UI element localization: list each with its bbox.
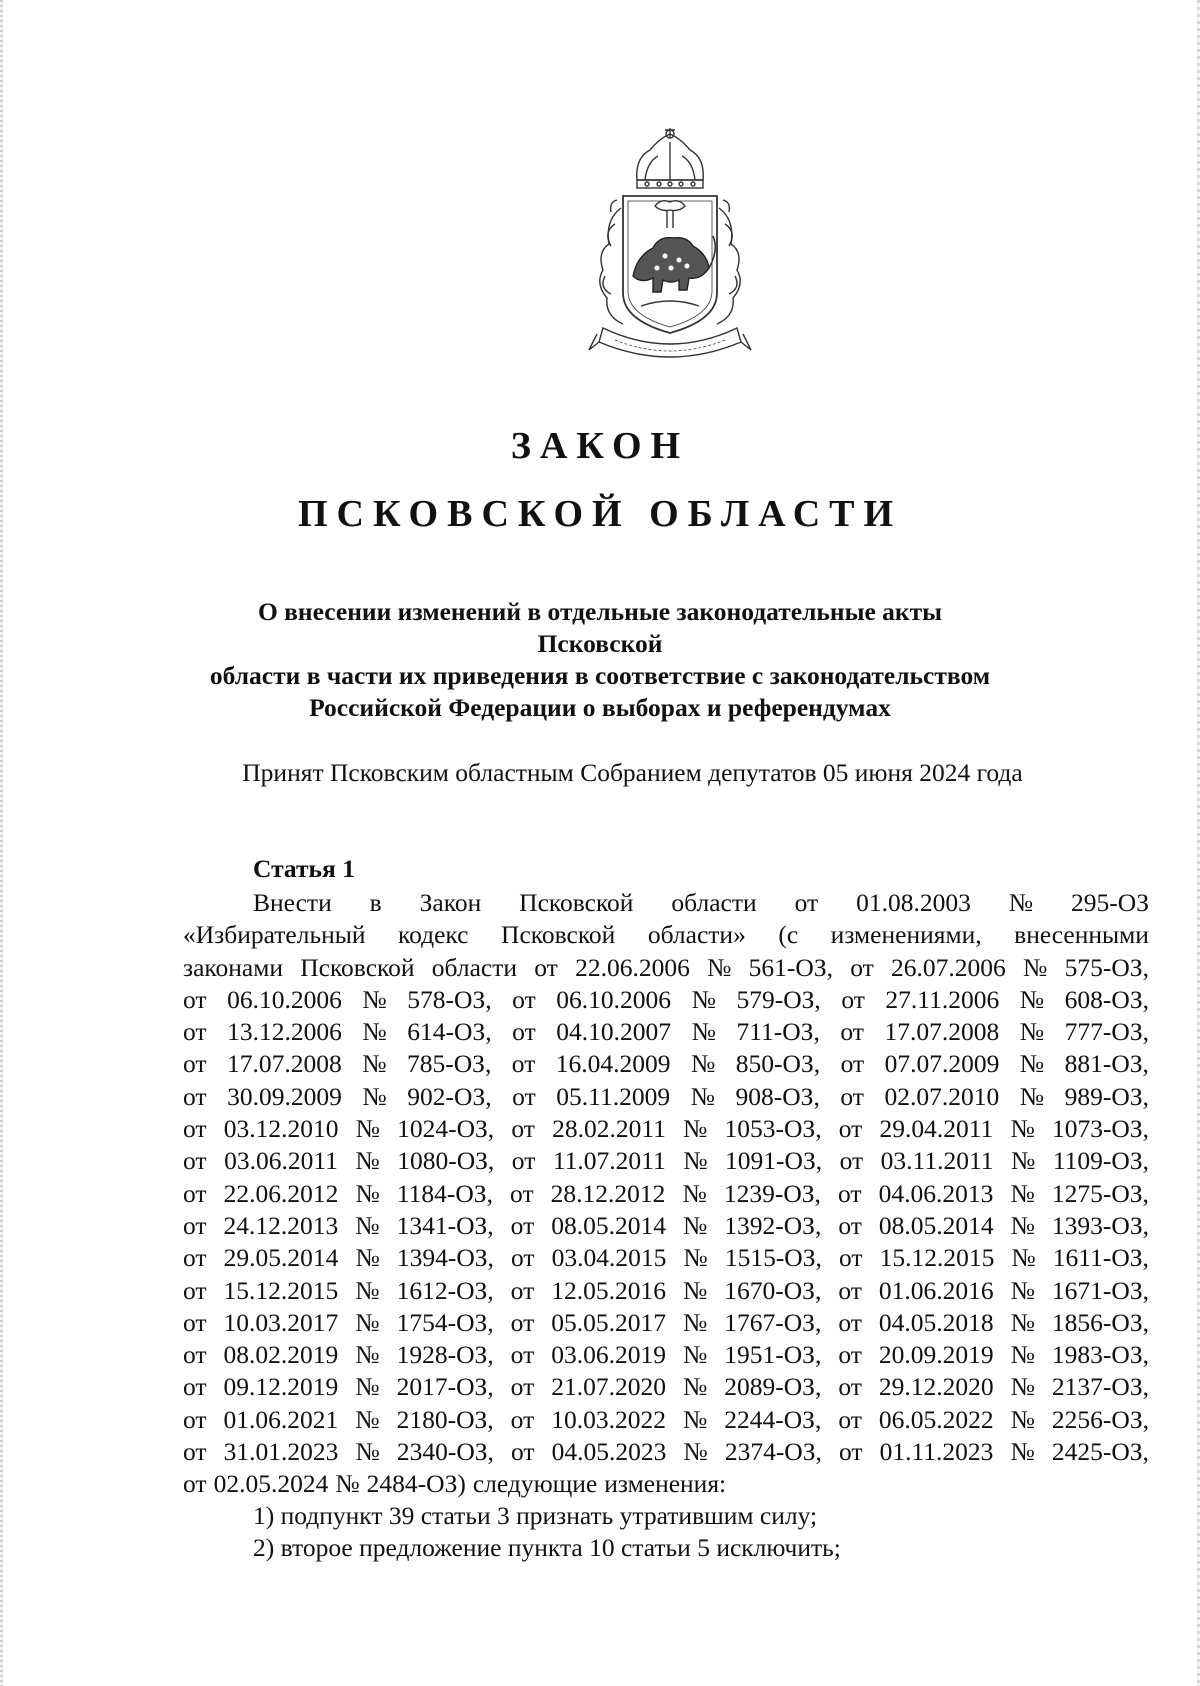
article-word: № — [1010, 1114, 1035, 1144]
article-word: в — [369, 888, 382, 917]
article-body — [183, 887, 1149, 1501]
article-word: № — [682, 1210, 708, 1240]
article-word: 1983-ОЗ, — [1051, 1340, 1149, 1370]
article-word: изменениями, — [830, 920, 982, 950]
law-subject-line: Российской Федерации о выборах и референдумах — [309, 693, 891, 722]
article-word: 10.03.2022 — [551, 1404, 666, 1434]
article-word: 11.07.2011 — [552, 1146, 666, 1176]
article-word: (с — [778, 920, 799, 950]
article-word: 03.06.2019 — [551, 1340, 666, 1370]
article-word: № — [1010, 1178, 1035, 1208]
article-word: от — [838, 1307, 862, 1337]
article-body-line — [183, 1242, 1149, 1274]
article-word: от — [840, 1081, 864, 1111]
article-word: 03.04.2015 — [551, 1243, 667, 1273]
article-word: от — [838, 1437, 863, 1467]
article-word: от — [510, 1307, 535, 1337]
article-word: № — [682, 1275, 708, 1305]
article-word: 902-ОЗ, — [407, 1081, 492, 1111]
article-word: № — [691, 1017, 716, 1047]
article-word: 29.12.2020 — [878, 1372, 994, 1402]
article-word: № — [682, 1307, 708, 1337]
article-word: № — [1010, 1307, 1035, 1337]
article-word: от — [512, 1081, 536, 1111]
article-word: 561-ОЗ, — [748, 952, 833, 982]
article-word: 1091-ОЗ, — [725, 1146, 823, 1176]
article-word: № — [355, 1243, 380, 1273]
law-subject-line: области в части их приведения в соответствие с законодательством — [209, 661, 991, 690]
article-word: 26.07.2006 — [891, 952, 1006, 982]
article-word: № — [1011, 1243, 1036, 1273]
article-word: 1394-ОЗ, — [396, 1243, 494, 1273]
article-word: № — [1023, 952, 1048, 982]
article-word: 1109-ОЗ, — [1052, 1146, 1149, 1176]
article-word: внесенными — [1014, 920, 1149, 950]
article-word: от — [838, 1178, 862, 1208]
article-word: 578-ОЗ, — [407, 984, 492, 1014]
article-word: от — [512, 984, 536, 1014]
article-word: 12.05.2016 — [551, 1275, 666, 1305]
article-word: 881-ОЗ, — [1064, 1049, 1149, 1079]
article-word: 29.04.2011 — [879, 1114, 994, 1144]
article-word: № — [362, 1049, 387, 1079]
article-word: 1611-ОЗ, — [1052, 1243, 1149, 1273]
article-word: 1080-ОЗ, — [397, 1146, 495, 1176]
article-word: 04.05.2018 — [878, 1307, 994, 1337]
article-word: Внести — [253, 888, 332, 917]
article-word: 03.11.2011 — [880, 1146, 994, 1176]
article-word: № — [1010, 1437, 1035, 1467]
article-word: «Избирательный — [183, 920, 366, 950]
article-word: 20.09.2019 — [878, 1340, 994, 1370]
article-word: № — [683, 1146, 708, 1176]
article-word: 03.06.2011 — [224, 1146, 338, 1176]
article-word: от — [838, 1114, 863, 1144]
article-word: № — [683, 1243, 708, 1273]
article-word: 27.11.2006 — [885, 984, 1000, 1014]
article-word: 579-ОЗ, — [736, 984, 821, 1014]
article-word: Псковской — [501, 920, 616, 950]
article-word: от — [510, 1372, 535, 1402]
article-word: 2137-ОЗ, — [1051, 1372, 1149, 1402]
article-word: 777-ОЗ, — [1064, 1017, 1149, 1047]
article-word: 2180-ОЗ, — [396, 1404, 494, 1434]
article-word: 21.07.2020 — [551, 1372, 666, 1402]
article-word: 2425-ОЗ, — [1051, 1437, 1149, 1467]
article-heading: Статья 1 — [253, 854, 355, 883]
article-word: 09.12.2019 — [223, 1372, 339, 1402]
article-word: области — [671, 888, 757, 917]
article-word: от — [183, 1243, 207, 1273]
article-word: 10.03.2017 — [223, 1307, 339, 1337]
article-word: 05.05.2017 — [551, 1307, 666, 1337]
article-word: от — [510, 1437, 535, 1467]
article-body-line — [183, 1048, 1149, 1080]
article-word: 1856-ОЗ, — [1051, 1307, 1149, 1337]
article-word: 04.06.2013 — [878, 1178, 994, 1208]
article-word: от — [794, 888, 819, 917]
article-body-line — [183, 984, 1149, 1016]
article-body-line — [183, 1113, 1149, 1145]
article-word: 22.06.2012 — [223, 1178, 339, 1208]
article-word: 28.02.2011 — [552, 1114, 666, 1144]
article-word: от — [183, 1081, 207, 1111]
article-word: 1671-ОЗ, — [1051, 1275, 1149, 1305]
article-word: от — [839, 1146, 864, 1176]
article-word: № — [1019, 1049, 1045, 1079]
article-word: № — [683, 1437, 708, 1467]
article-word: от — [183, 1404, 207, 1434]
article-word: 711-ОЗ, — [736, 1017, 820, 1047]
article-word: от — [183, 1049, 207, 1079]
article-word: от — [850, 952, 874, 982]
article-word: 2256-ОЗ, — [1051, 1404, 1149, 1434]
article-word: 17.07.2008 — [227, 1049, 342, 1079]
article-body-line — [183, 1339, 1149, 1371]
article-word: 31.01.2023 — [223, 1437, 339, 1467]
article-word: 614-ОЗ, — [407, 1017, 492, 1047]
article-word: 1184-ОЗ, — [396, 1178, 493, 1208]
article-word: 295-ОЗ — [1071, 888, 1149, 917]
article-word: от — [183, 1372, 207, 1402]
article-word: от — [183, 1146, 207, 1176]
article-word: от — [534, 952, 558, 982]
article-word: 06.10.2006 — [227, 984, 342, 1014]
article-word: от — [511, 1114, 535, 1144]
coat-of-arms-emblem — [575, 128, 765, 368]
article-word: № — [1008, 888, 1034, 917]
article-body-line — [183, 1371, 1149, 1403]
article-word: № — [355, 1372, 380, 1402]
article-body-line — [183, 952, 1149, 984]
article-body-line — [183, 1436, 1149, 1468]
article-word: от — [838, 1340, 862, 1370]
article-word: от — [183, 1437, 207, 1467]
article-word: № — [1010, 1372, 1035, 1402]
article-word: № — [691, 984, 716, 1014]
article-word: № — [1010, 1404, 1035, 1434]
article-word: 01.11.2023 — [879, 1437, 994, 1467]
region-title: ПСКОВСКОЙ ОБЛАСТИ — [297, 493, 903, 535]
article-word: Закон — [419, 888, 482, 917]
article-word: 17.07.2008 — [884, 1017, 1000, 1047]
article-word: 1024-ОЗ, — [397, 1114, 495, 1144]
article-word: 15.12.2015 — [223, 1275, 339, 1305]
article-word: № — [355, 1210, 380, 1240]
article-word: 2017-ОЗ, — [396, 1372, 494, 1402]
article-word: от — [838, 1404, 862, 1434]
article-word: № — [362, 1081, 387, 1111]
article-word: следующие — [472, 1469, 598, 1499]
article-word: 16.04.2009 — [555, 1049, 671, 1079]
article-word: области — [431, 952, 518, 982]
article-word: 15.12.2015 — [879, 1243, 995, 1273]
article-word: кодекс — [398, 920, 469, 950]
scan-edge-left — [0, 0, 3, 1686]
article-body-line — [183, 1307, 1149, 1339]
article-word: № — [355, 1404, 380, 1434]
article-body-line — [183, 1468, 1149, 1500]
article-word: от — [511, 1146, 536, 1176]
article-word: № — [691, 1049, 716, 1079]
article-word: № — [362, 984, 387, 1014]
article-word: 785-ОЗ, — [407, 1049, 492, 1079]
article-word: № — [1010, 1340, 1035, 1370]
amendment-item: 2) второе предложение пункта 10 статьи 5 исключить; — [253, 1533, 841, 1562]
article-word: от — [183, 1340, 207, 1370]
article-word: 01.06.2016 — [878, 1275, 994, 1305]
article-word: от — [838, 1372, 862, 1402]
article-word: 1275-ОЗ, — [1051, 1178, 1149, 1208]
article-word: 06.10.2006 — [556, 984, 672, 1014]
article-body-line — [183, 887, 1149, 919]
article-word: 1928-ОЗ, — [396, 1340, 494, 1370]
article-word: Псковской — [519, 888, 634, 917]
article-body-line — [183, 1404, 1149, 1436]
article-body-line — [183, 1178, 1149, 1210]
article-word: 1053-ОЗ, — [724, 1114, 822, 1144]
article-word: 2340-ОЗ, — [396, 1437, 494, 1467]
article-word: № — [1019, 984, 1045, 1014]
article-word: 08.02.2019 — [223, 1340, 339, 1370]
article-word: № — [682, 1372, 708, 1402]
article-body-line — [183, 1016, 1149, 1048]
article-word: № — [355, 1340, 380, 1370]
article-word: № — [1019, 1017, 1045, 1047]
article-word: от — [510, 1275, 535, 1305]
article-word: № — [1019, 1081, 1045, 1111]
article-word: 30.09.2009 — [227, 1081, 342, 1111]
article-word: 850-ОЗ, — [735, 1049, 821, 1079]
article-word: 07.07.2009 — [884, 1049, 1000, 1079]
article-word: Псковской — [300, 952, 415, 982]
article-word: от — [510, 1210, 535, 1240]
article-word: области» — [647, 920, 746, 950]
article-word: законами — [183, 952, 283, 982]
article-word: 03.12.2010 — [223, 1114, 339, 1144]
article-word: 08.05.2014 — [551, 1210, 666, 1240]
article-word: № — [682, 1178, 707, 1208]
article-word: от — [183, 1210, 207, 1240]
article-word: 908-ОЗ, — [735, 1081, 820, 1111]
article-body-line — [183, 1275, 1149, 1307]
article-word: 01.08.2003 — [856, 888, 971, 917]
article-word: 08.05.2014 — [878, 1210, 994, 1240]
article-word: 01.06.2021 — [223, 1404, 339, 1434]
article-word: 24.12.2013 — [223, 1210, 339, 1240]
article-word: № — [355, 1275, 380, 1305]
article-word: № — [355, 1307, 380, 1337]
article-word: 1341-ОЗ, — [396, 1210, 494, 1240]
article-word: 1670-ОЗ, — [724, 1275, 822, 1305]
article-word: 22.06.2006 — [575, 952, 690, 982]
article-word: 1767-ОЗ, — [724, 1307, 822, 1337]
article-word: № — [1010, 1210, 1035, 1240]
article-word: от — [183, 984, 207, 1014]
article-word: 1612-ОЗ, — [396, 1275, 494, 1305]
article-word: 06.05.2022 — [878, 1404, 994, 1434]
law-subject — [200, 596, 1000, 724]
article-word: 1515-ОЗ, — [724, 1243, 822, 1273]
article-word: 02.07.2010 — [884, 1081, 1000, 1111]
article-word: от — [510, 1178, 534, 1208]
article-word: 575-ОЗ, — [1064, 952, 1149, 982]
article-word: 2089-ОЗ, — [724, 1372, 822, 1402]
article-word: от — [183, 1178, 207, 1208]
article-word: 2374-ОЗ, — [724, 1437, 822, 1467]
document-type-title: ЗАКОН — [510, 425, 690, 467]
article-word: № — [707, 952, 732, 982]
article-word: 29.05.2014 — [223, 1243, 339, 1273]
law-subject-line: О внесении изменений в отдельные законодательные акты Псковской — [257, 597, 943, 658]
article-word: № — [355, 1178, 380, 1208]
article-word: № — [355, 1146, 380, 1176]
article-word: 1393-ОЗ, — [1051, 1210, 1149, 1240]
article-word: от — [511, 1049, 536, 1079]
article-word: 13.12.2006 — [227, 1017, 342, 1047]
article-word: № — [690, 1081, 715, 1111]
article-word: от — [838, 1210, 862, 1240]
article-word: 28.12.2012 — [550, 1178, 666, 1208]
article-word: № — [683, 1114, 708, 1144]
article-word: от — [183, 1275, 207, 1305]
article-word: от — [840, 1017, 864, 1047]
article-word: 04.05.2023 — [551, 1437, 667, 1467]
article-word: от — [510, 1243, 535, 1273]
article-word: 05.11.2009 — [556, 1081, 671, 1111]
article-word: 1239-ОЗ, — [723, 1178, 821, 1208]
article-word: от — [838, 1243, 863, 1273]
article-word: от — [510, 1340, 535, 1370]
article-word: 1073-ОЗ, — [1051, 1114, 1149, 1144]
article-word: № — [355, 1114, 380, 1144]
article-word: 989-ОЗ, — [1064, 1081, 1149, 1111]
article-word: 1754-ОЗ, — [396, 1307, 494, 1337]
article-body-line — [183, 919, 1149, 951]
article-word: № — [335, 1469, 360, 1499]
article-word: от — [183, 1307, 207, 1337]
article-word: от — [840, 1049, 865, 1079]
article-word: от — [512, 1017, 536, 1047]
article-word: 608-ОЗ, — [1064, 984, 1149, 1014]
article-word: от — [510, 1404, 535, 1434]
article-body-line — [183, 1145, 1149, 1177]
article-word: № — [355, 1437, 380, 1467]
article-word: № — [1010, 1275, 1035, 1305]
article-word: 2244-ОЗ, — [724, 1404, 822, 1434]
article-body-line — [183, 1081, 1149, 1113]
article-word: 2484-ОЗ) — [366, 1469, 466, 1499]
article-word: от — [838, 1275, 862, 1305]
article-word: изменения: — [604, 1469, 727, 1499]
article-word: от — [183, 1114, 207, 1144]
article-body-line — [183, 1210, 1149, 1242]
article-word: от — [183, 1017, 207, 1047]
article-word: от — [841, 984, 865, 1014]
article-word: 02.05.2024 — [213, 1469, 329, 1499]
article-word: № — [1011, 1146, 1036, 1176]
article-word: 1951-ОЗ, — [724, 1340, 822, 1370]
article-word: № — [362, 1017, 387, 1047]
article-word: от — [183, 1469, 207, 1499]
article-word: 1392-ОЗ, — [724, 1210, 822, 1240]
article-word: № — [682, 1340, 708, 1370]
amendment-item: 1) подпункт 39 статьи 3 признать утратившим силу; — [253, 1501, 818, 1530]
article-word: 04.10.2007 — [556, 1017, 672, 1047]
adoption-statement: Принят Псковским областным Собранием депутатов 05 июня 2024 года — [242, 758, 1023, 787]
article-word: № — [682, 1404, 708, 1434]
